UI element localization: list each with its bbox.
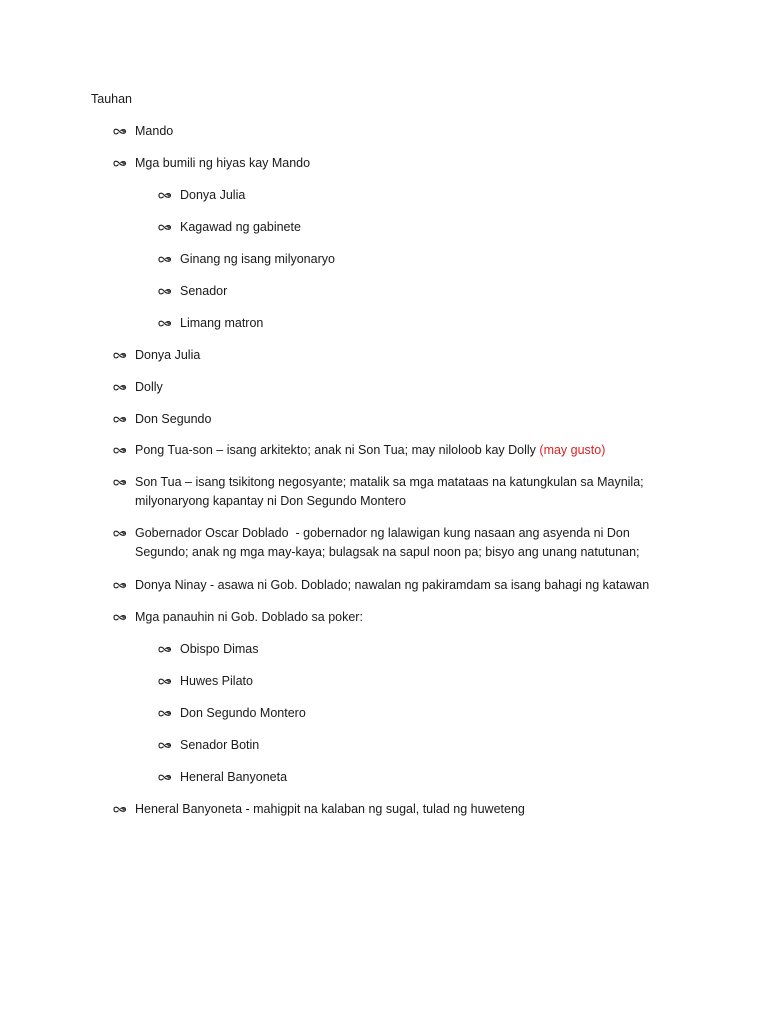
list-item-line: Don Segundo (135, 412, 212, 426)
list-item-line: Heneral Banyoneta - mahigpit na kalaban ng sugal, tulad ng huweteng (135, 802, 525, 816)
infinity-loop-bullet-icon (113, 410, 129, 429)
list-item-line: Dolly (135, 380, 163, 394)
list-item-line: Pong Tua-son – isang arkitekto; anak ni Son Tua; may niloloob kay Dolly (may gusto) (135, 443, 606, 457)
list-item-line: Ginang ng isang milyonaryo (180, 252, 335, 266)
list-item-text (180, 640, 259, 659)
list-item-line: Gobernador Oscar Doblado - gobernador ng lalawigan kung nasaan ang asyenda ni Don (135, 526, 630, 540)
list-item-line: Segundo; anak ng mga may-kaya; bulagsak na sapul noon pa; bisyo ang unang natutunan; (135, 545, 640, 559)
infinity-loop-bullet-icon (158, 314, 174, 333)
list-item-text (135, 576, 649, 595)
list-item-text (180, 704, 306, 723)
list-item-text (180, 282, 227, 301)
list-item-line: Obispo Dimas (180, 642, 259, 656)
list-item-text (135, 378, 163, 397)
list-item-line: Huwes Pilato (180, 674, 253, 688)
list-item-text (135, 410, 211, 429)
list-item-line: Son Tua – isang tsikitong negosyante; matalik sa mga matataas na katungkulan sa Maynila; (135, 475, 644, 489)
infinity-loop-bullet-icon (158, 186, 174, 205)
list-item-line: Senador Botin (180, 738, 260, 752)
list-item-line: Don Segundo Montero (180, 706, 306, 720)
infinity-loop-bullet-icon (113, 524, 129, 543)
infinity-loop-bullet-icon (158, 768, 174, 787)
list-item-line: Senador (180, 284, 228, 298)
infinity-loop-bullet-icon (158, 250, 174, 269)
infinity-loop-bullet-icon (158, 282, 174, 301)
accent-note: (may gusto) (539, 443, 606, 457)
infinity-loop-bullet-icon (158, 672, 174, 691)
infinity-loop-bullet-icon (113, 122, 129, 141)
infinity-loop-bullet-icon (158, 640, 174, 659)
infinity-loop-bullet-icon (113, 608, 129, 627)
list-item-line: Donya Ninay - asawa ni Gob. Doblado; nawalan ng pakiramdam sa isang bahagi ng katawan (135, 578, 650, 592)
list-item-line: Heneral Banyoneta (180, 770, 288, 784)
list-item-text (180, 768, 287, 787)
list-item-text (135, 473, 644, 511)
infinity-loop-bullet-icon (113, 576, 129, 595)
list-item-text (180, 736, 259, 755)
list-item-text (135, 800, 525, 819)
list-item-text (135, 346, 200, 365)
list-item-line: Limang matron (180, 316, 264, 330)
list-item-text (135, 441, 605, 460)
list-item-line: Donya Julia (180, 188, 246, 202)
list-item-text (135, 122, 173, 141)
infinity-loop-bullet-icon (158, 704, 174, 723)
infinity-loop-bullet-icon (113, 154, 129, 173)
list-item-line: Kagawad ng gabinete (180, 220, 301, 234)
list-item-text (180, 314, 263, 333)
list-item-text (135, 608, 363, 627)
list-item-text (180, 218, 301, 237)
list-item-line: Mando (135, 124, 174, 138)
section-heading: Tauhan (91, 92, 133, 106)
list-item-line: Mga panauhin ni Gob. Doblado sa poker: (135, 610, 363, 624)
infinity-loop-bullet-icon (113, 441, 129, 460)
infinity-loop-bullet-icon (158, 736, 174, 755)
infinity-loop-bullet-icon (158, 218, 174, 237)
list-item-text (180, 186, 245, 205)
infinity-loop-bullet-icon (113, 473, 129, 492)
list-item-line: milyonaryong kapantay ni Don Segundo Montero (135, 494, 407, 508)
infinity-loop-bullet-icon (113, 378, 129, 397)
list-item-text (180, 250, 335, 269)
list-item-line: Mga bumili ng hiyas kay Mando (135, 156, 311, 170)
list-item-line: Donya Julia (135, 348, 201, 362)
list-item-text (135, 524, 640, 562)
infinity-loop-bullet-icon (113, 800, 129, 819)
list-item-text (135, 154, 310, 173)
infinity-loop-bullet-icon (113, 346, 129, 365)
list-item-text (180, 672, 253, 691)
